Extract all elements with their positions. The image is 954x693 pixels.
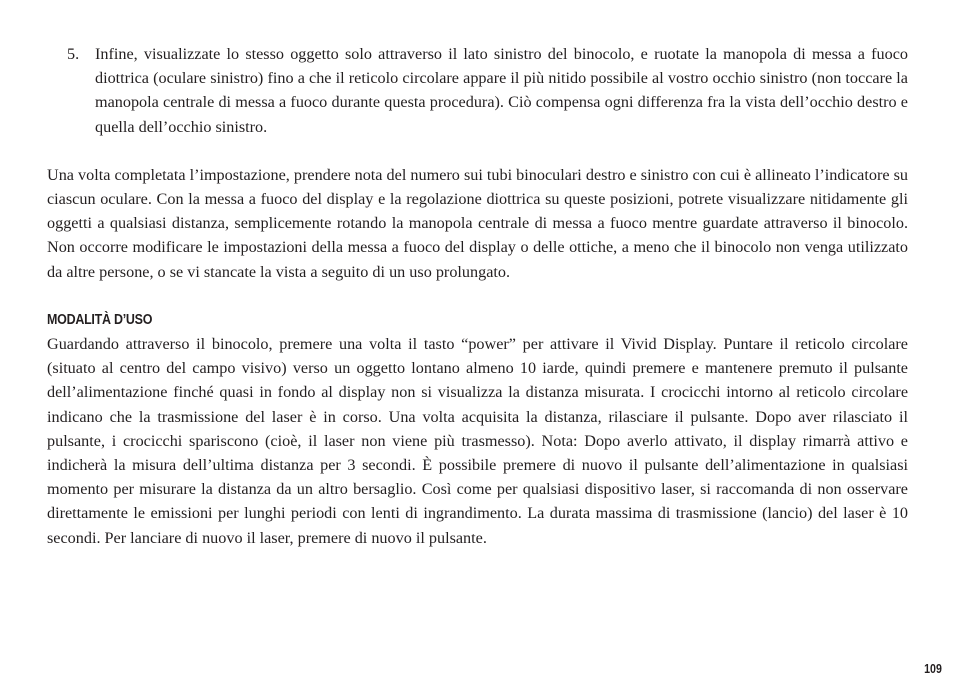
numbered-list-item: [67, 42, 908, 139]
list-item-text: Infine, visualizzate lo stesso oggetto solo attraverso il lato sinistro del binocolo, e ruotate la manopola di messa a fuoco diottrica (oculare sinistro) fino a che il reticolo circolare appare il più nitido possibile al vostro occhio sinistro (non toccare la manopola centrale di messa a fuoco durante questa procedura). Ciò compensa ogni differenza fra la vista dell’occhio destro e quella dell’occhio sinistro.: [95, 45, 908, 136]
paragraph-spacer: [47, 139, 908, 163]
settings-paragraph: Una volta completata l’impostazione, prendere nota del numero sui tubi binoculari destro e sinistro con cui è allineato l’indicatore su ciascun oculare. Con la messa a fuoco del display e la regolazione diottrica su queste posizioni, potrete visualizzare nitidamente gli oggetti a qualsiasi distanza, semplicemente rotando la manopola centrale di messa a fuoco mentre guardate attraverso il binocolo. Non occorre modificare le impostazioni della messa a fuoco del display o delle ottiche, a meno che il binocolo non venga utilizzato da altre persone, o se vi stancate la vista a seguito di un uso prolungato.: [47, 165, 908, 281]
paragraph-spacer: [47, 284, 908, 308]
section-heading: MODALITÀ D’USO: [47, 311, 153, 328]
section-body: Guardando attraverso il binocolo, premere una volta il tasto “power” per attivare il Vivid Display. Puntare il reticolo circolare (situato al centro del campo visivo) verso un oggetto lontano almeno 10 iarde, quindi premere e mantenere premuto il pulsante dell’alimentazione finché quasi in fondo al display non si visualizza la distanza misurata. I crocicchi intorno al reticolo circolare indicano che la trasmissione del laser è in corso. Una volta acquisita la distanza, rilasciare il pulsante. Dopo aver rilasciato il pulsante, i crocicchi spariscono (cioè, il laser non viene più trasmesso). Nota: Dopo averlo attivato, il display rimarrà attivo e indicherà la misura dell’ultima distanza per 3 secondi. È possibile premere di nuovo il pulsante dell’alimentazione in qualsiasi momento per misurare la distanza da un altro bersaglio. Così come per qualsiasi dispositivo laser, si raccomanda di non osservare direttamente le emissioni per lunghi periodi con lenti di ingrandimento. La durata massima di trasmissione (lancio) del laser è 10 secondi. Per lanciare di nuovo il laser, premere di nuovo il pulsante.: [47, 335, 908, 547]
list-item-number: 5.: [67, 45, 80, 63]
page-number: 109: [924, 662, 942, 676]
document-page: [47, 42, 908, 550]
